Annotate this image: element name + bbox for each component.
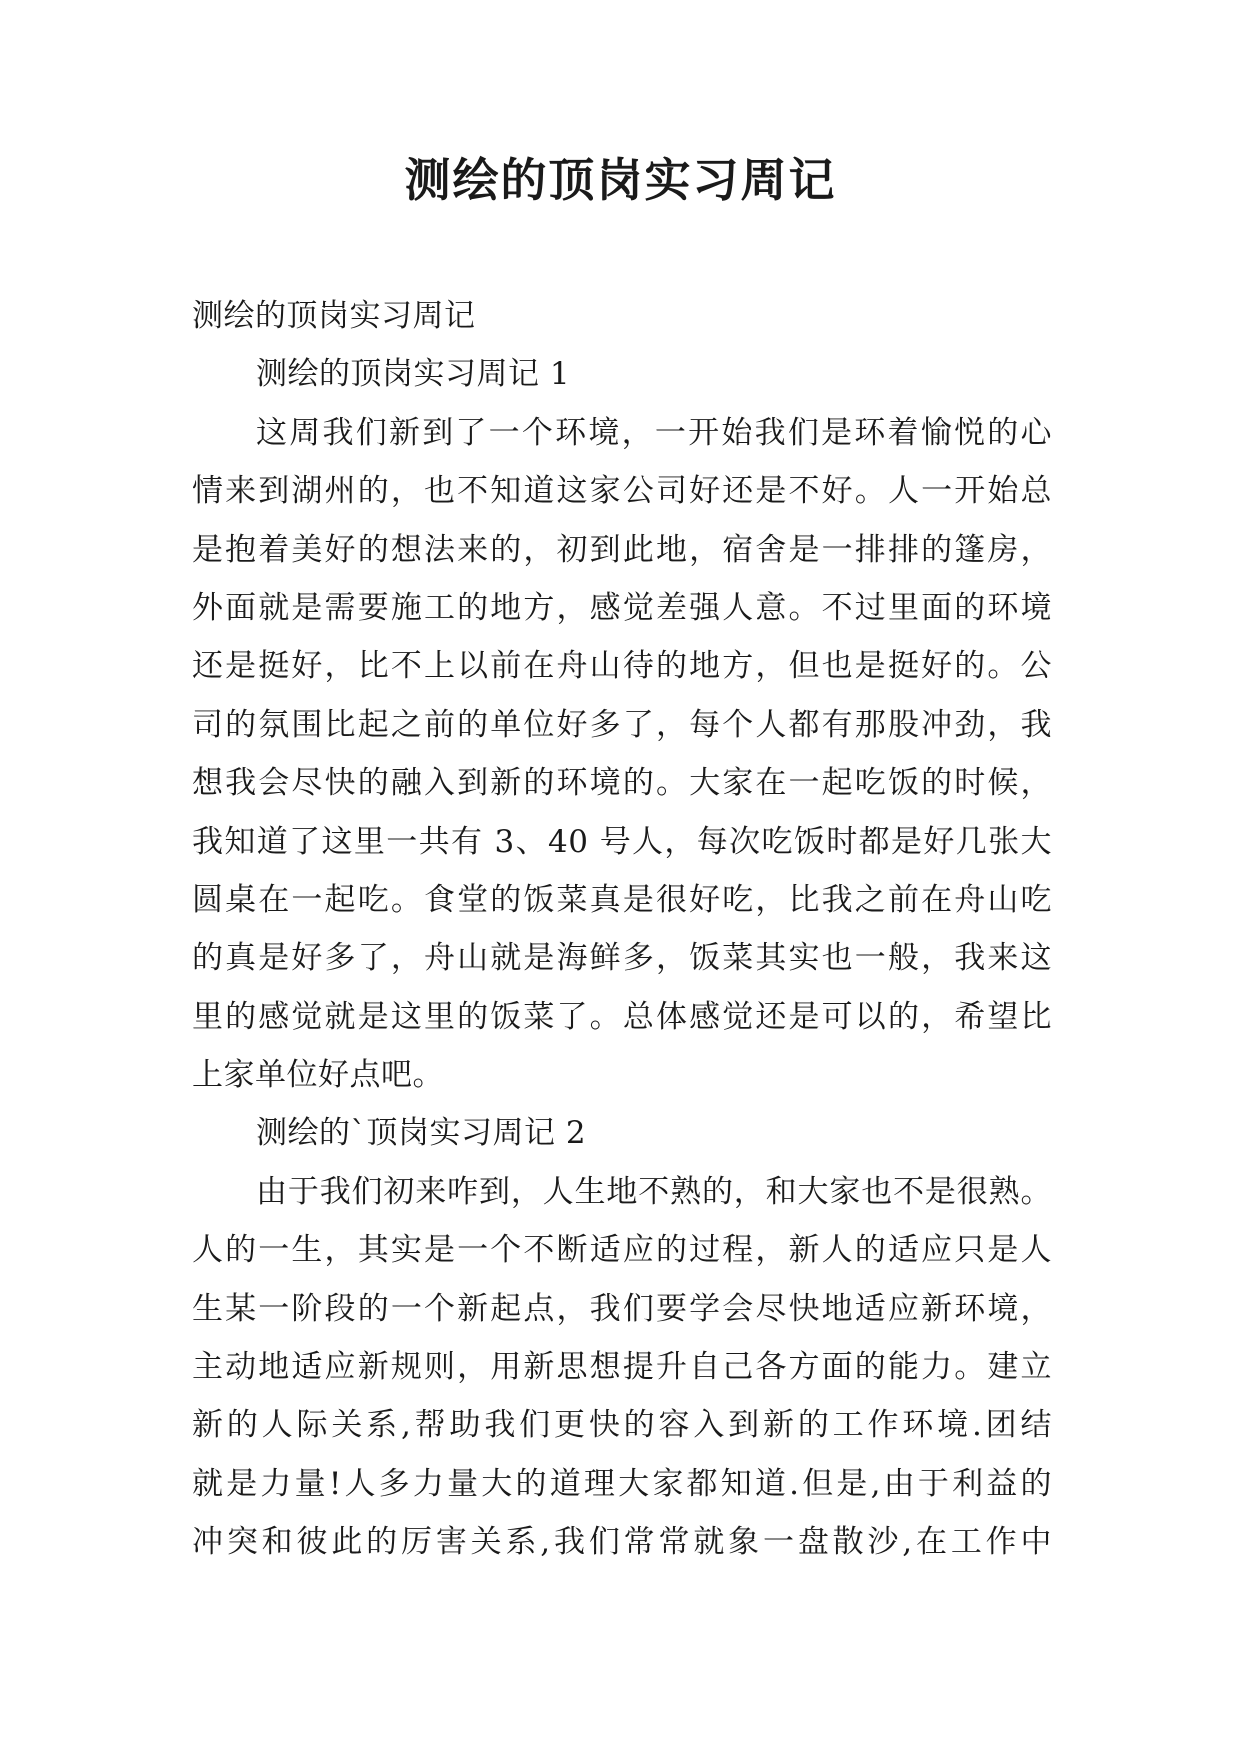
paragraph-line: 生某一阶段的一个新起点，我们要学会尽快地适应新环境， <box>192 1290 1052 1327</box>
document-title: 测绘的顶岗实习周记 <box>404 153 837 207</box>
body-line-heading: 测绘的顶岗实习周记 <box>192 298 476 334</box>
paragraph-line: 圆桌在一起吃。食堂的饭菜真是很好吃，比我之前在舟山吃 <box>192 881 1052 918</box>
paragraph-line: 由于我们初来咋到，人生地不熟的，和大家也不是很熟。 <box>256 1173 1052 1210</box>
paragraph-line: 司的氛围比起之前的单位好多了，每个人都有那股冲劲，我 <box>192 706 1052 743</box>
paragraph-line: 人的一生，其实是一个不断适应的过程，新人的适应只是人 <box>192 1232 1052 1269</box>
paragraph-line: 主动地适应新规则，用新思想提升自己各方面的能力。建立 <box>192 1349 1052 1386</box>
section-heading-1: 测绘的顶岗实习周记 1 <box>256 356 571 393</box>
paragraph-line: 上家单位好点吧。 <box>192 1057 444 1094</box>
paragraph-line: 就是力量!人多力量大的道理大家都知道.但是,由于利益的 <box>192 1465 1052 1502</box>
paragraph-line: 我知道了这里一共有 3、40 号人，每次吃饭时都是好几张大 <box>192 823 1052 860</box>
paragraph-line: 外面就是需要施工的地方，感觉差强人意。不过里面的环境 <box>192 589 1052 626</box>
paragraph-line: 还是挺好，比不上以前在舟山待的地方，但也是挺好的。公 <box>192 648 1052 685</box>
document-body <box>192 287 1052 1572</box>
paragraph-line: 的真是好多了，舟山就是海鲜多，饭菜其实也一般，我来这 <box>192 940 1052 977</box>
paragraph-line: 情来到湖州的，也不知道这家公司好还是不好。人一开始总 <box>192 473 1052 510</box>
paragraph-line: 想我会尽快的融入到新的环境的。大家在一起吃饭的时候， <box>192 765 1052 802</box>
paragraph-line: 是抱着美好的想法来的，初到此地，宿舍是一排排的篷房， <box>192 531 1052 568</box>
paragraph-line: 新的人际关系,帮助我们更快的容入到新的工作环境.团结 <box>192 1407 1052 1444</box>
paragraph-line: 这周我们新到了一个环境，一开始我们是环着愉悦的心 <box>256 414 1052 451</box>
paragraph-line: 里的感觉就是这里的饭菜了。总体感觉还是可以的，希望比 <box>192 998 1052 1035</box>
section-heading-2: 测绘的`顶岗实习周记 2 <box>256 1115 587 1152</box>
paragraph-line: 冲突和彼此的厉害关系,我们常常就象一盘散沙,在工作中 <box>192 1524 1052 1561</box>
